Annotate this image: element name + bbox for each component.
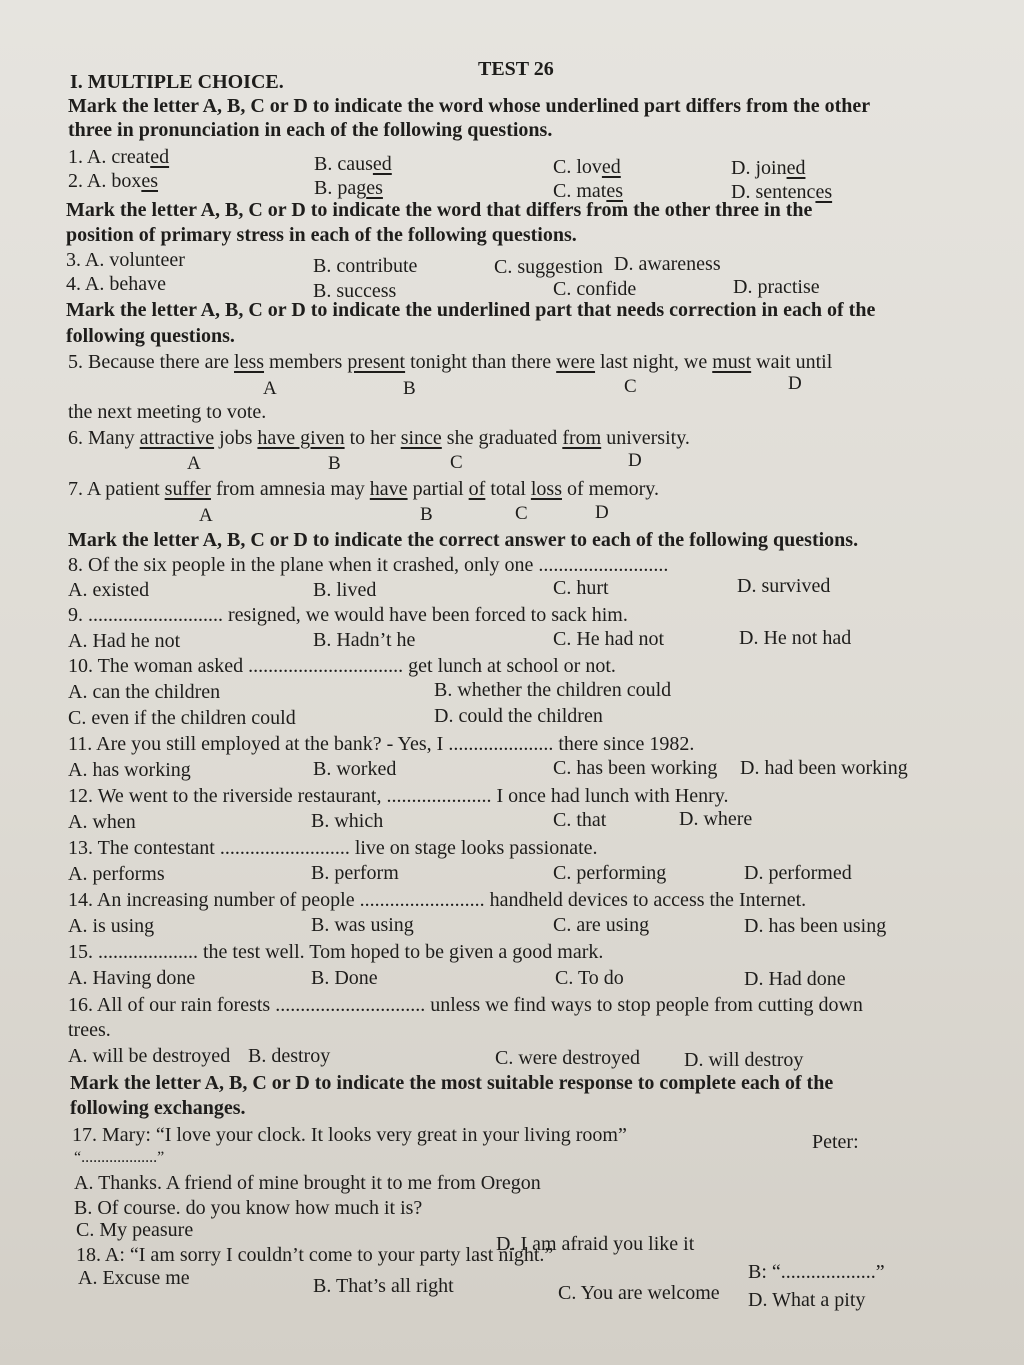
q17-option-c: C. My peasure	[76, 1219, 194, 1241]
q2-option-b: B. pages	[314, 177, 383, 199]
q6-label-c: C	[450, 452, 463, 473]
q7-label-a: A	[199, 505, 213, 526]
q8-option-d: D. survived	[737, 575, 831, 597]
q6-label-a: A	[187, 453, 201, 474]
q4-option-b: B. success	[313, 280, 397, 302]
instruction-stress-1: Mark the letter A, B, C or D to indicate the word that differs from the other three in the	[66, 199, 813, 221]
q16-option-a: A. will be destroyed	[68, 1045, 231, 1067]
q9-option-c: C. He had not	[553, 628, 665, 650]
q7-label-b: B	[420, 504, 433, 525]
q15-option-a: A. Having done	[68, 967, 196, 989]
q6-label-b: B	[328, 453, 341, 474]
q18-option-d: D. What a pity	[748, 1289, 866, 1311]
q11-option-c: C. has been working	[553, 757, 718, 779]
q17-blank: “...................”	[74, 1149, 165, 1166]
q17-speaker: Peter:	[812, 1131, 859, 1153]
test-title: TEST 26	[478, 58, 554, 80]
q11-stem: 11. Are you still employed at the bank? - Yes, I ..................... there since 1982.	[68, 733, 695, 755]
q8-option-c: C. hurt	[553, 577, 609, 599]
q6-sentence: 6. Many attractive jobs have given to her since she graduated from university.	[68, 427, 690, 449]
q3-option-c: C. suggestion	[494, 256, 603, 278]
q7-sentence: 7. A patient suffer from amnesia may have partial of total loss of memory.	[68, 478, 660, 500]
q3-option-a: 3. A. volunteer	[66, 249, 185, 271]
q15-option-d: D. Had done	[744, 968, 846, 990]
q5-label-a: A	[263, 378, 277, 399]
q3-option-d: D. awareness	[614, 253, 721, 275]
q12-option-a: A. when	[68, 811, 136, 833]
q9-option-a: A. Had he not	[68, 630, 181, 652]
q9-option-d: D. He not had	[739, 627, 852, 649]
q15-option-c: C. To do	[555, 967, 624, 989]
q4-option-c: C. confide	[553, 278, 637, 300]
q10-option-d: D. could the children	[434, 705, 603, 727]
q8-option-a: A. existed	[68, 579, 150, 601]
q12-option-d: D. where	[679, 808, 753, 830]
instruction-answer: Mark the letter A, B, C or D to indicate the correct answer to each of the following questions.	[68, 529, 859, 551]
q10-option-a: A. can the children	[68, 681, 221, 703]
q1-option-d: D. joined	[731, 157, 806, 179]
section-title: I. MULTIPLE CHOICE.	[70, 71, 284, 93]
q18-option-c: C. You are welcome	[558, 1282, 720, 1304]
q11-option-a: A. has working	[68, 759, 191, 781]
q13-option-d: D. performed	[744, 862, 852, 884]
q5-sentence: 5. Because there are less members present tonight than there were last night, we must wait until	[68, 351, 833, 373]
q15-stem: 15. .................... the test well. Tom hoped to be given a good mark.	[68, 941, 604, 963]
q13-option-a: A. performs	[68, 863, 165, 885]
q16-option-d: D. will destroy	[684, 1049, 804, 1071]
q18-option-b: B. That’s all right	[313, 1275, 454, 1297]
q17-stem: 17. Mary: “I love your clock. It looks very great in your living room”	[72, 1124, 627, 1146]
q11-option-b: B. worked	[313, 758, 397, 780]
q5-label-d: D	[788, 373, 802, 394]
q16-stem: 16. All of our rain forests .............................. unless we find ways to stop people from cutting down	[68, 994, 863, 1016]
q13-option-b: B. perform	[311, 862, 399, 884]
q6-label-d: D	[628, 450, 642, 471]
q10-stem: 10. The woman asked ............................... get lunch at school or not.	[68, 655, 616, 677]
q17-option-a: A. Thanks. A friend of mine brought it to me from Oregon	[74, 1172, 541, 1194]
q11-option-d: D. had been working	[740, 757, 908, 779]
q12-option-c: C. that	[553, 809, 607, 831]
q13-option-c: C. performing	[553, 862, 667, 884]
instruction-pronunciation-2: three in pronunciation in each of the following questions.	[68, 119, 553, 141]
q13-stem: 13. The contestant .......................... live on stage looks passionate.	[68, 837, 598, 859]
instruction-response-2: following exchanges.	[70, 1097, 246, 1119]
q2-option-c: C. mates	[553, 180, 624, 202]
q12-option-b: B. which	[311, 810, 384, 832]
q16-option-b: B. destroy	[248, 1045, 331, 1067]
q1-option-b: B. caused	[314, 153, 392, 175]
q12-stem: 12. We went to the riverside restaurant, ..................... I once had lunch with Henry.	[68, 785, 729, 807]
q3-option-b: B. contribute	[313, 255, 418, 277]
q18-stem: 18. A: “I am sorry I couldn’t come to your party last night.”	[76, 1244, 554, 1266]
q5-label-c: C	[624, 376, 637, 397]
q7-label-c: C	[515, 503, 528, 524]
instruction-error-2: following questions.	[66, 325, 235, 347]
q9-stem: 9. ........................... resigned, we would have been forced to sack him.	[68, 604, 628, 626]
q17-option-d: D. I am afraid you like it	[496, 1233, 695, 1255]
q18-option-a: A. Excuse me	[78, 1267, 190, 1289]
q1-option-a: 1. A. created	[68, 146, 170, 168]
q14-option-a: A. is using	[68, 915, 155, 937]
q17-option-b: B. Of course. do you know how much it is?	[74, 1197, 423, 1219]
q14-option-d: D. has been using	[744, 915, 887, 937]
q4-option-d: D. practise	[733, 276, 820, 298]
q16-option-c: C. were destroyed	[495, 1047, 640, 1069]
q8-option-b: B. lived	[313, 579, 377, 601]
q9-option-b: B. Hadn’t he	[313, 629, 416, 651]
instruction-stress-2: position of primary stress in each of the following questions.	[66, 224, 577, 246]
q8-stem: 8. Of the six people in the plane when it crashed, only one ..........................	[68, 554, 669, 576]
q10-option-c: C. even if the children could	[68, 707, 296, 729]
q10-option-b: B. whether the children could	[434, 679, 672, 701]
q2-option-a: 2. A. boxes	[68, 170, 159, 192]
q2-option-d: D. sentences	[731, 181, 833, 203]
q14-stem: 14. An increasing number of people ......................... handheld devices to access the Internet.	[68, 889, 807, 911]
instruction-pronunciation-1: Mark the letter A, B, C or D to indicate the word whose underlined part differs from the other	[68, 95, 871, 117]
q4-option-a: 4. A. behave	[66, 273, 166, 295]
q5-label-b: B	[403, 378, 416, 399]
instruction-response-1: Mark the letter A, B, C or D to indicate the most suitable response to complete each of the	[70, 1072, 834, 1094]
q5-sentence-line2: the next meeting to vote.	[68, 401, 267, 423]
instruction-error-1: Mark the letter A, B, C or D to indicate the underlined part that needs correction in each of the	[66, 299, 876, 321]
q15-option-b: B. Done	[311, 967, 378, 989]
q16-stem-line2: trees.	[68, 1019, 111, 1041]
q14-option-c: C. are using	[553, 914, 650, 936]
q14-option-b: B. was using	[311, 914, 414, 936]
q1-option-c: C. loved	[553, 156, 621, 178]
q7-label-d: D	[595, 502, 609, 523]
q18-reply: B: “...................”	[748, 1261, 885, 1283]
